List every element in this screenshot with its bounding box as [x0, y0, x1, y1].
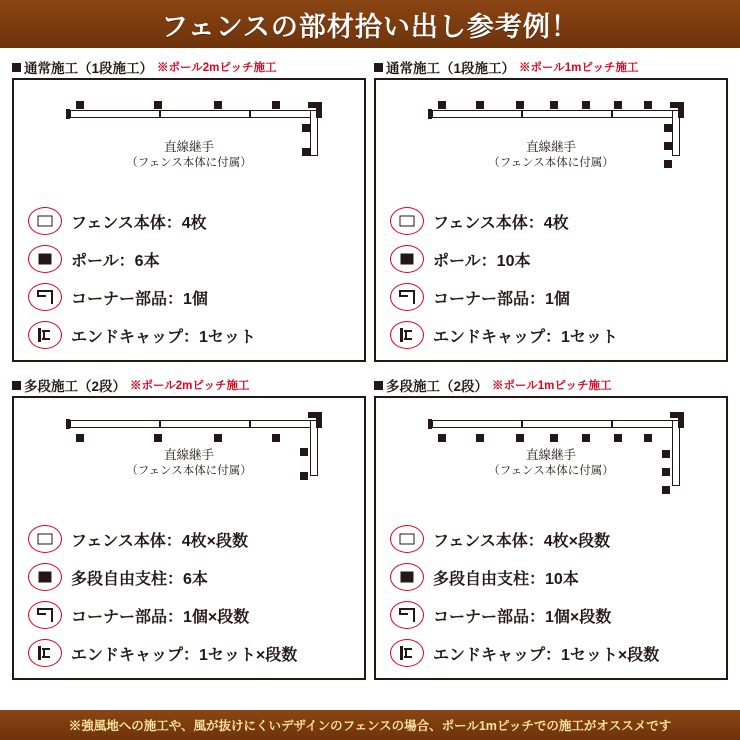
- pole-icon: [390, 563, 424, 591]
- bullet-square-icon: [374, 381, 383, 390]
- legend-label: フェンス本体：4枚×段数: [433, 532, 610, 550]
- corner-part-icon: [28, 601, 62, 629]
- end-cap-marker: [428, 109, 432, 119]
- rail-segment: [432, 110, 522, 118]
- end-cap-icon: [390, 321, 424, 349]
- pole-marker: [214, 101, 222, 109]
- joint-marker: [249, 420, 251, 428]
- legend-label: エンドキャップ：1セット: [433, 328, 618, 346]
- pole-icon: [28, 245, 62, 273]
- panel-heading-text: 多段施工（2段）: [24, 379, 127, 394]
- joint-marker: [249, 110, 251, 118]
- legend-label: エンドキャップ：1セット×段数: [433, 646, 660, 664]
- legend-label: コーナー部品：1個×段数: [433, 608, 612, 626]
- pole-marker: [272, 101, 280, 109]
- panel-note: ※ポール1mピッチ施工: [519, 62, 639, 74]
- end-cap-icon: [28, 321, 62, 349]
- pole-marker: [438, 434, 446, 442]
- fence-panel-icon: [390, 207, 424, 235]
- pole-marker: [438, 101, 446, 109]
- joint-marker: [521, 110, 523, 118]
- legend-list: [376, 202, 726, 354]
- figure-caption-line1: 直線継手: [525, 140, 576, 154]
- legend-label: フェンス本体：4枚: [71, 214, 207, 232]
- figure-caption-line1: 直線継手: [525, 448, 576, 462]
- figure-caption-line1: 直線継手: [163, 448, 214, 462]
- legend-label: エンドキャップ：1セット×段数: [71, 646, 298, 664]
- bullet-square-icon: [12, 63, 21, 72]
- end-cap-icon: [28, 639, 62, 667]
- panel-heading-text: 通常施工（1段施工）: [386, 61, 516, 76]
- pole-marker: [272, 434, 280, 442]
- rail-segment: [250, 420, 318, 428]
- legend-label: コーナー部品：1個×段数: [71, 608, 250, 626]
- end-cap-marker: [428, 419, 432, 429]
- end-cap-marker: [66, 109, 70, 119]
- pole-marker: [614, 101, 622, 109]
- joint-marker: [159, 110, 161, 118]
- panel-heading-text: 通常施工（1段施工）: [24, 61, 154, 76]
- fence-diagram: [376, 398, 726, 528]
- end-cap-marker: [66, 419, 70, 429]
- figure-caption-line2: （フェンス本体に付属）: [126, 464, 252, 477]
- joint-marker: [611, 110, 613, 118]
- pole-marker: [662, 486, 670, 494]
- pole-marker: [214, 434, 222, 442]
- pole-marker: [644, 434, 652, 442]
- corner-part-icon: [390, 283, 424, 311]
- legend-item-endcap: [390, 634, 712, 672]
- fence-panel-icon: [28, 207, 62, 235]
- legend-item-fence-panel: [28, 520, 350, 558]
- panel-standard-1m: [374, 56, 728, 368]
- pole-icon: [28, 563, 62, 591]
- fence-panel-icon: [28, 525, 62, 553]
- panel-note: ※ポール2mピッチ施工: [157, 62, 277, 74]
- panel-multi-1m: [374, 374, 728, 686]
- legend-label: フェンス本体：4枚×段数: [71, 532, 248, 550]
- rail-segment: [432, 420, 522, 428]
- corner-part-marker: [316, 102, 322, 118]
- corner-part-icon: [28, 283, 62, 311]
- legend-label: フェンス本体：4枚: [433, 214, 569, 232]
- corner-part-marker: [678, 412, 684, 428]
- legend-item-pole: [28, 558, 350, 596]
- legend-item-endcap: [390, 316, 712, 354]
- pole-marker: [476, 101, 484, 109]
- pole-icon: [390, 245, 424, 273]
- panel-note: ※ポール1mピッチ施工: [492, 380, 612, 392]
- panel-body: [374, 396, 728, 680]
- legend-list: [14, 202, 364, 354]
- figure-caption-line2: （フェンス本体に付属）: [488, 464, 614, 477]
- corner-part-icon: [390, 601, 424, 629]
- panel-grid: [12, 56, 728, 686]
- panel-body: [374, 78, 728, 362]
- panel-heading: [12, 374, 366, 396]
- pole-marker: [476, 434, 484, 442]
- legend-item-fence-panel: [390, 202, 712, 240]
- rail-segment: [160, 110, 250, 118]
- panel-heading: [374, 374, 728, 396]
- legend-label: コーナー部品：1個: [71, 290, 208, 308]
- rail-segment: [522, 420, 612, 428]
- fence-diagram: [14, 80, 364, 210]
- legend-list: [14, 520, 364, 672]
- panel-standard-2m: [12, 56, 366, 368]
- rail-segment: [160, 420, 250, 428]
- rail-segment: [612, 420, 680, 428]
- figure-caption-line1: 直線継手: [163, 140, 214, 154]
- corner-part-marker: [316, 412, 322, 428]
- legend-item-pole: [390, 558, 712, 596]
- pole-marker: [582, 101, 590, 109]
- pole-marker: [302, 124, 310, 132]
- pole-marker: [76, 434, 84, 442]
- fence-diagram: [376, 80, 726, 210]
- legend-item-pole: [28, 240, 350, 278]
- legend-label: 多段自由支柱：10本: [433, 570, 579, 588]
- legend-item-endcap: [28, 634, 350, 672]
- end-cap-icon: [390, 639, 424, 667]
- joint-marker: [521, 420, 523, 428]
- pole-marker: [154, 101, 162, 109]
- joint-marker: [159, 420, 161, 428]
- legend-label: ポール：10本: [433, 252, 531, 270]
- legend-item-fence-panel: [28, 202, 350, 240]
- legend-item-corner: [28, 278, 350, 316]
- legend-item-corner: [390, 596, 712, 634]
- header-banner: [0, 0, 740, 48]
- pole-marker: [582, 434, 590, 442]
- pole-marker: [154, 434, 162, 442]
- panel-body: [12, 78, 366, 362]
- pole-marker: [516, 434, 524, 442]
- footer-banner: [0, 710, 740, 740]
- figure-caption: [376, 140, 726, 170]
- rail-segment: [522, 110, 612, 118]
- legend-item-corner: [390, 278, 712, 316]
- panel-heading: [374, 56, 728, 78]
- bullet-square-icon: [374, 63, 383, 72]
- bullet-square-icon: [12, 381, 21, 390]
- panel-multi-2m: [12, 374, 366, 686]
- legend-item-endcap: [28, 316, 350, 354]
- pole-marker: [550, 101, 558, 109]
- joint-marker: [611, 420, 613, 428]
- panel-heading-text: 多段施工（2段）: [386, 379, 489, 394]
- figure-caption-line2: （フェンス本体に付属）: [126, 156, 252, 169]
- rail-segment: [250, 110, 318, 118]
- pole-marker: [516, 101, 524, 109]
- pole-marker: [664, 124, 672, 132]
- legend-item-fence-panel: [390, 520, 712, 558]
- figure-caption: [376, 448, 726, 478]
- corner-part-marker: [678, 102, 684, 118]
- panel-body: [12, 396, 366, 680]
- rail-segment: [70, 110, 160, 118]
- figure-caption: [14, 448, 364, 478]
- footer-note: ※強風地への施工や、風が抜けにくいデザインのフェンスの場合、ポール1mピッチでの施工がオススメです: [68, 719, 672, 733]
- panel-heading: [12, 56, 366, 78]
- legend-label: コーナー部品：1個: [433, 290, 570, 308]
- rail-segment: [70, 420, 160, 428]
- fence-panel-icon: [390, 525, 424, 553]
- pole-marker: [614, 434, 622, 442]
- pole-marker: [550, 434, 558, 442]
- legend-label: エンドキャップ：1セット: [71, 328, 256, 346]
- legend-list: [376, 520, 726, 672]
- panel-note: ※ポール2mピッチ施工: [130, 380, 250, 392]
- page-title: フェンスの部材拾い出し参考例！: [161, 11, 579, 42]
- rail-segment: [612, 110, 680, 118]
- pole-marker: [76, 101, 84, 109]
- fence-diagram: [14, 398, 364, 528]
- figure-caption: [14, 140, 364, 170]
- legend-label: ポール：6本: [71, 252, 160, 270]
- legend-item-pole: [390, 240, 712, 278]
- figure-caption-line2: （フェンス本体に付属）: [488, 156, 614, 169]
- legend-label: 多段自由支柱：6本: [71, 570, 208, 588]
- pole-marker: [644, 101, 652, 109]
- legend-item-corner: [28, 596, 350, 634]
